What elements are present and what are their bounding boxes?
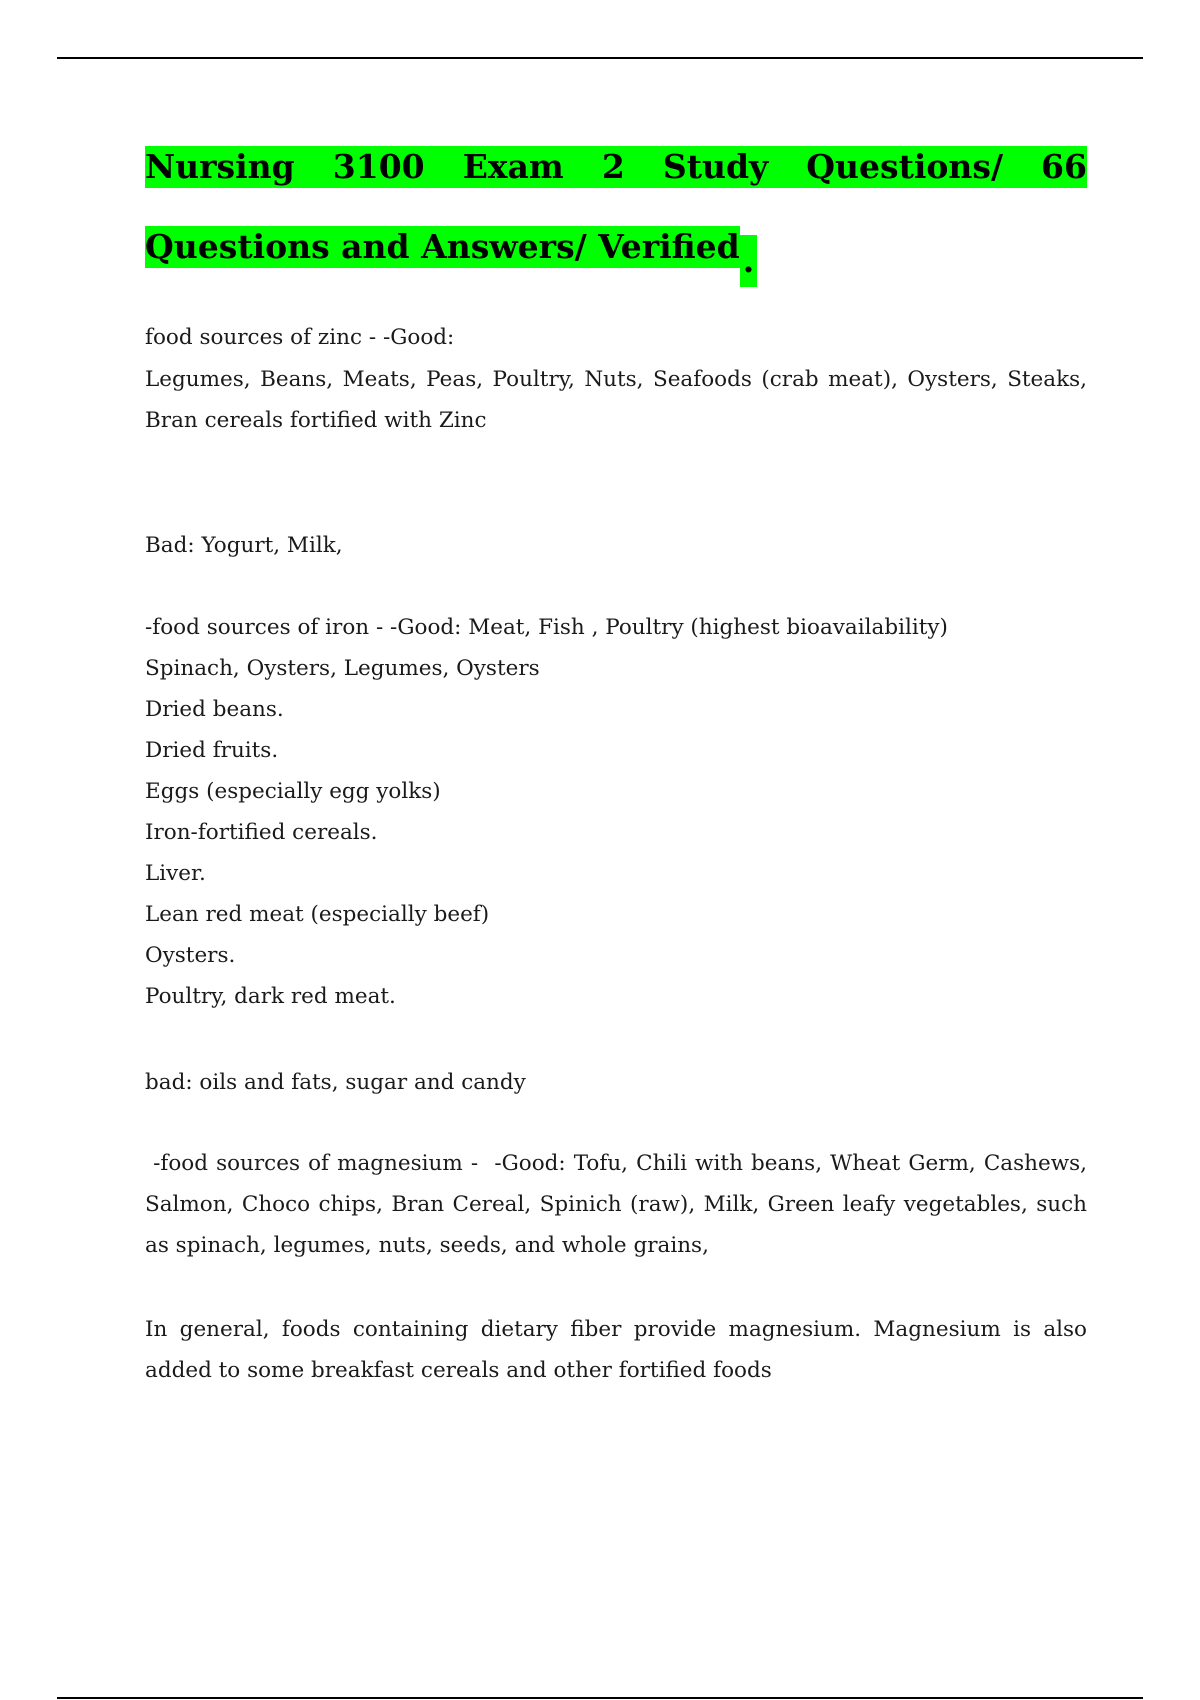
magnesium-paragraph: -food sources of magnesium - -Good: Tofu, Chili with beans, Wheat Germ, Cashews, Salmon, Choco chips, Bran Cereal, Spinich (raw), Milk, Green leafy vegetables, such as spinach, legumes, nuts, seeds, and whole grains, bbox=[145, 1151, 1094, 1258]
title-word: Nursing bbox=[145, 147, 295, 186]
title-word: 66 bbox=[1041, 147, 1087, 186]
title-line-2: Questions and Answers/ Verified bbox=[145, 227, 740, 266]
magnesium-note: In general, foods containing dietary fiber provide magnesium. Magnesium is also added to some breakfast cereals and other fortified foods bbox=[145, 1317, 1087, 1383]
header-rule bbox=[57, 57, 1143, 59]
list-item: Poultry, dark red meat. bbox=[145, 984, 396, 1009]
zinc-good-list: Legumes, Beans, Meats, Peas, Poultry, Nuts, Seafoods (crab meat), Oysters, Steaks, Bran cereals fortified with Zinc bbox=[145, 367, 1087, 433]
list-item: Dried fruits. bbox=[145, 738, 279, 763]
iron-bad: bad: oils and fats, sugar and candy bbox=[145, 1070, 526, 1095]
list-item: Oysters. bbox=[145, 943, 236, 968]
title-word: Study bbox=[662, 147, 769, 186]
list-item: Iron-fortified cereals. bbox=[145, 820, 378, 845]
iron-heading: -food sources of iron - -Good: Meat, Fish , Poultry (highest bioavailability) bbox=[145, 615, 948, 640]
title-line-1 bbox=[145, 146, 1087, 188]
iron-section bbox=[145, 607, 1087, 1017]
list-item: Lean red meat (especially beef) bbox=[145, 902, 490, 927]
list-item: Eggs (especially egg yolks) bbox=[145, 779, 441, 804]
title-word: 2 bbox=[601, 147, 625, 186]
title-word: Exam bbox=[462, 147, 564, 186]
zinc-heading: food sources of zinc - -Good: bbox=[145, 325, 455, 350]
title-end-mark: . bbox=[740, 235, 758, 287]
footer-rule bbox=[57, 1697, 1143, 1699]
list-item: Dried beans. bbox=[145, 697, 284, 722]
title-word: 3100 bbox=[332, 147, 425, 186]
zinc-bad: Bad: Yogurt, Milk, bbox=[145, 533, 343, 558]
document-title bbox=[145, 140, 1087, 287]
list-item: Liver. bbox=[145, 861, 206, 886]
list-item: Spinach, Oysters, Legumes, Oysters bbox=[145, 656, 540, 681]
title-word: Questions/ bbox=[806, 147, 1003, 186]
